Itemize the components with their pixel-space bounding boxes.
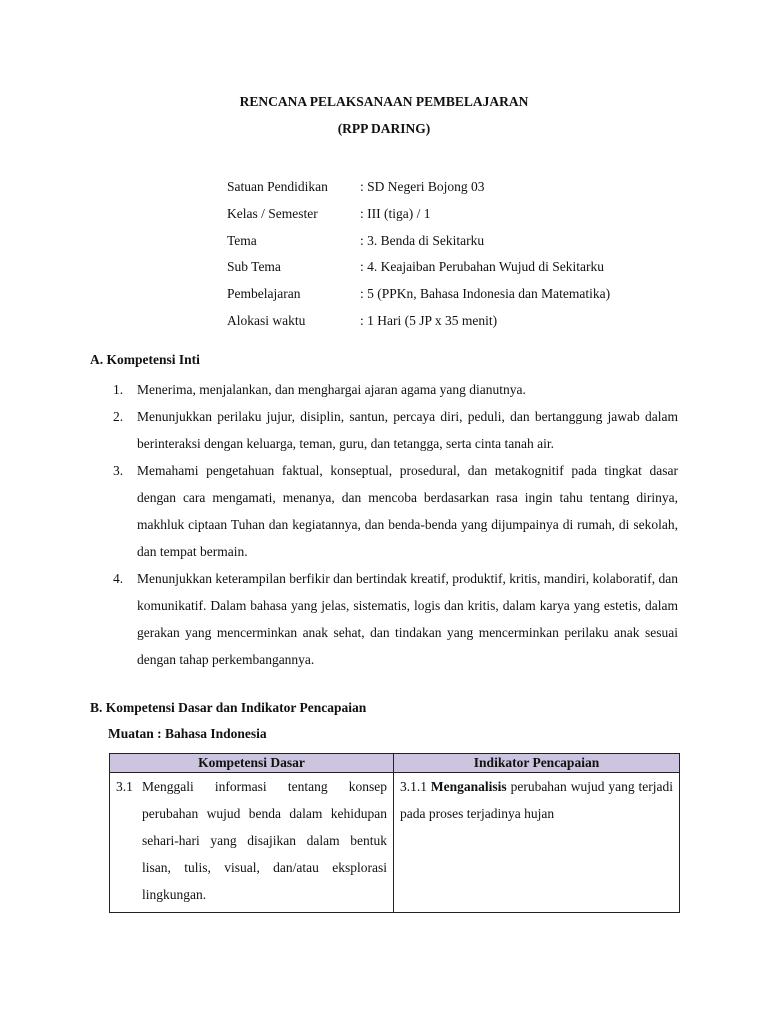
list-item — [113, 565, 678, 673]
identity-value: : 5 (PPKn, Bahasa Indonesia dan Matematika) — [360, 286, 611, 302]
identity-value: : 1 Hari (5 JP x 35 menit) — [360, 312, 498, 328]
identity-block — [227, 174, 610, 334]
list-item — [113, 376, 678, 403]
indikator-keyword: Menganalisis — [430, 779, 507, 794]
table-header-row — [110, 754, 680, 773]
column-header: Indikator Pencapaian — [394, 754, 680, 773]
list-number: 2. — [113, 409, 124, 424]
kompetensi-table — [109, 753, 680, 913]
section-a-heading: A. Kompetensi Inti — [90, 352, 200, 367]
identity-row — [227, 174, 610, 201]
list-item — [113, 403, 678, 457]
document-subtitle — [0, 121, 768, 137]
identity-value: : 4. Keajaiban Perubahan Wujud di Sekitarku — [360, 259, 605, 275]
identity-row — [227, 254, 610, 281]
column-header: Kompetensi Dasar — [110, 754, 394, 773]
identity-value: : 3. Benda di Sekitarku — [360, 232, 485, 248]
identity-row — [227, 201, 610, 228]
identity-row — [227, 281, 610, 308]
identity-label: Sub Tema — [227, 259, 281, 275]
list-number: 1. — [113, 382, 124, 397]
list-number: 3. — [113, 463, 124, 478]
muatan-label: Muatan : Bahasa Indonesia — [108, 726, 267, 741]
identity-label: Kelas / Semester — [227, 206, 318, 222]
indikator-cell — [394, 773, 680, 913]
identity-label: Tema — [227, 232, 257, 248]
indikator-number: 3.1.1 — [400, 779, 427, 794]
identity-label: Pembelajaran — [227, 286, 301, 302]
list-item — [113, 457, 678, 565]
identity-row — [227, 307, 610, 334]
list-text: Menerima, menjalankan, dan menghargai ajaran agama yang dianutnya. — [137, 382, 526, 397]
list-number: 4. — [113, 571, 124, 586]
indikator-text: perubahan wujud yang terjadi pada proses terjadinya hujan — [400, 779, 673, 821]
identity-label: Alokasi waktu — [227, 312, 306, 328]
table-row — [110, 773, 680, 913]
section-b-heading: B. Kompetensi Dasar dan Indikator Pencapaian — [90, 700, 367, 715]
kd-number: 3.1 — [116, 779, 133, 794]
kd-cell — [110, 773, 394, 913]
document-title: RENCANA PELAKSANAAN PEMBELAJARAN — [239, 94, 529, 109]
identity-value: : III (tiga) / 1 — [360, 206, 431, 222]
identity-label: Satuan Pendidikan — [227, 179, 328, 195]
identity-row — [227, 227, 610, 254]
subtitle-text: (RPP DARING) — [337, 121, 431, 136]
list-text: Memahami pengetahuan faktual, konseptual, prosedural, dan metakognitif pada tingkat dasar dengan cara mengamati, menanya, dan mencoba berdasarkan rasa ingin tahu tentang dirinya, makhluk ciptaan Tuhan dan kegiatannya, dan benda-benda yang dijumpainya di rumah, di sekolah, dan tempat bermain. — [137, 463, 678, 559]
list-text: Menunjukkan perilaku jujur, disiplin, santun, percaya diri, peduli, dan bertanggung jawab dalam berinteraksi dengan keluarga, teman, guru, dan tetangga, serta cinta tanah air. — [137, 409, 678, 451]
kompetensi-inti-list — [113, 376, 678, 673]
list-text: Menunjukkan keterampilan berfikir dan bertindak kreatif, produktif, kritis, mandiri, kolaboratif, dan komunikatif. Dalam bahasa yang jelas, sistematis, logis dan kritis, dalam karya yang estetis, dalam gerakan yang mencerminkan anak sehat, dan tindakan yang mencerminkan perilaku anak sesuai dengan tahap perkembangannya. — [137, 571, 678, 667]
identity-value: : SD Negeri Bojong 03 — [360, 179, 485, 195]
kd-text: Menggali informasi tentang konsep perubahan wujud benda dalam kehidupan sehari-hari yang disajikan dalam bentuk lisan, tulis, visual, dan/atau eksplorasi lingkungan. — [142, 779, 387, 902]
